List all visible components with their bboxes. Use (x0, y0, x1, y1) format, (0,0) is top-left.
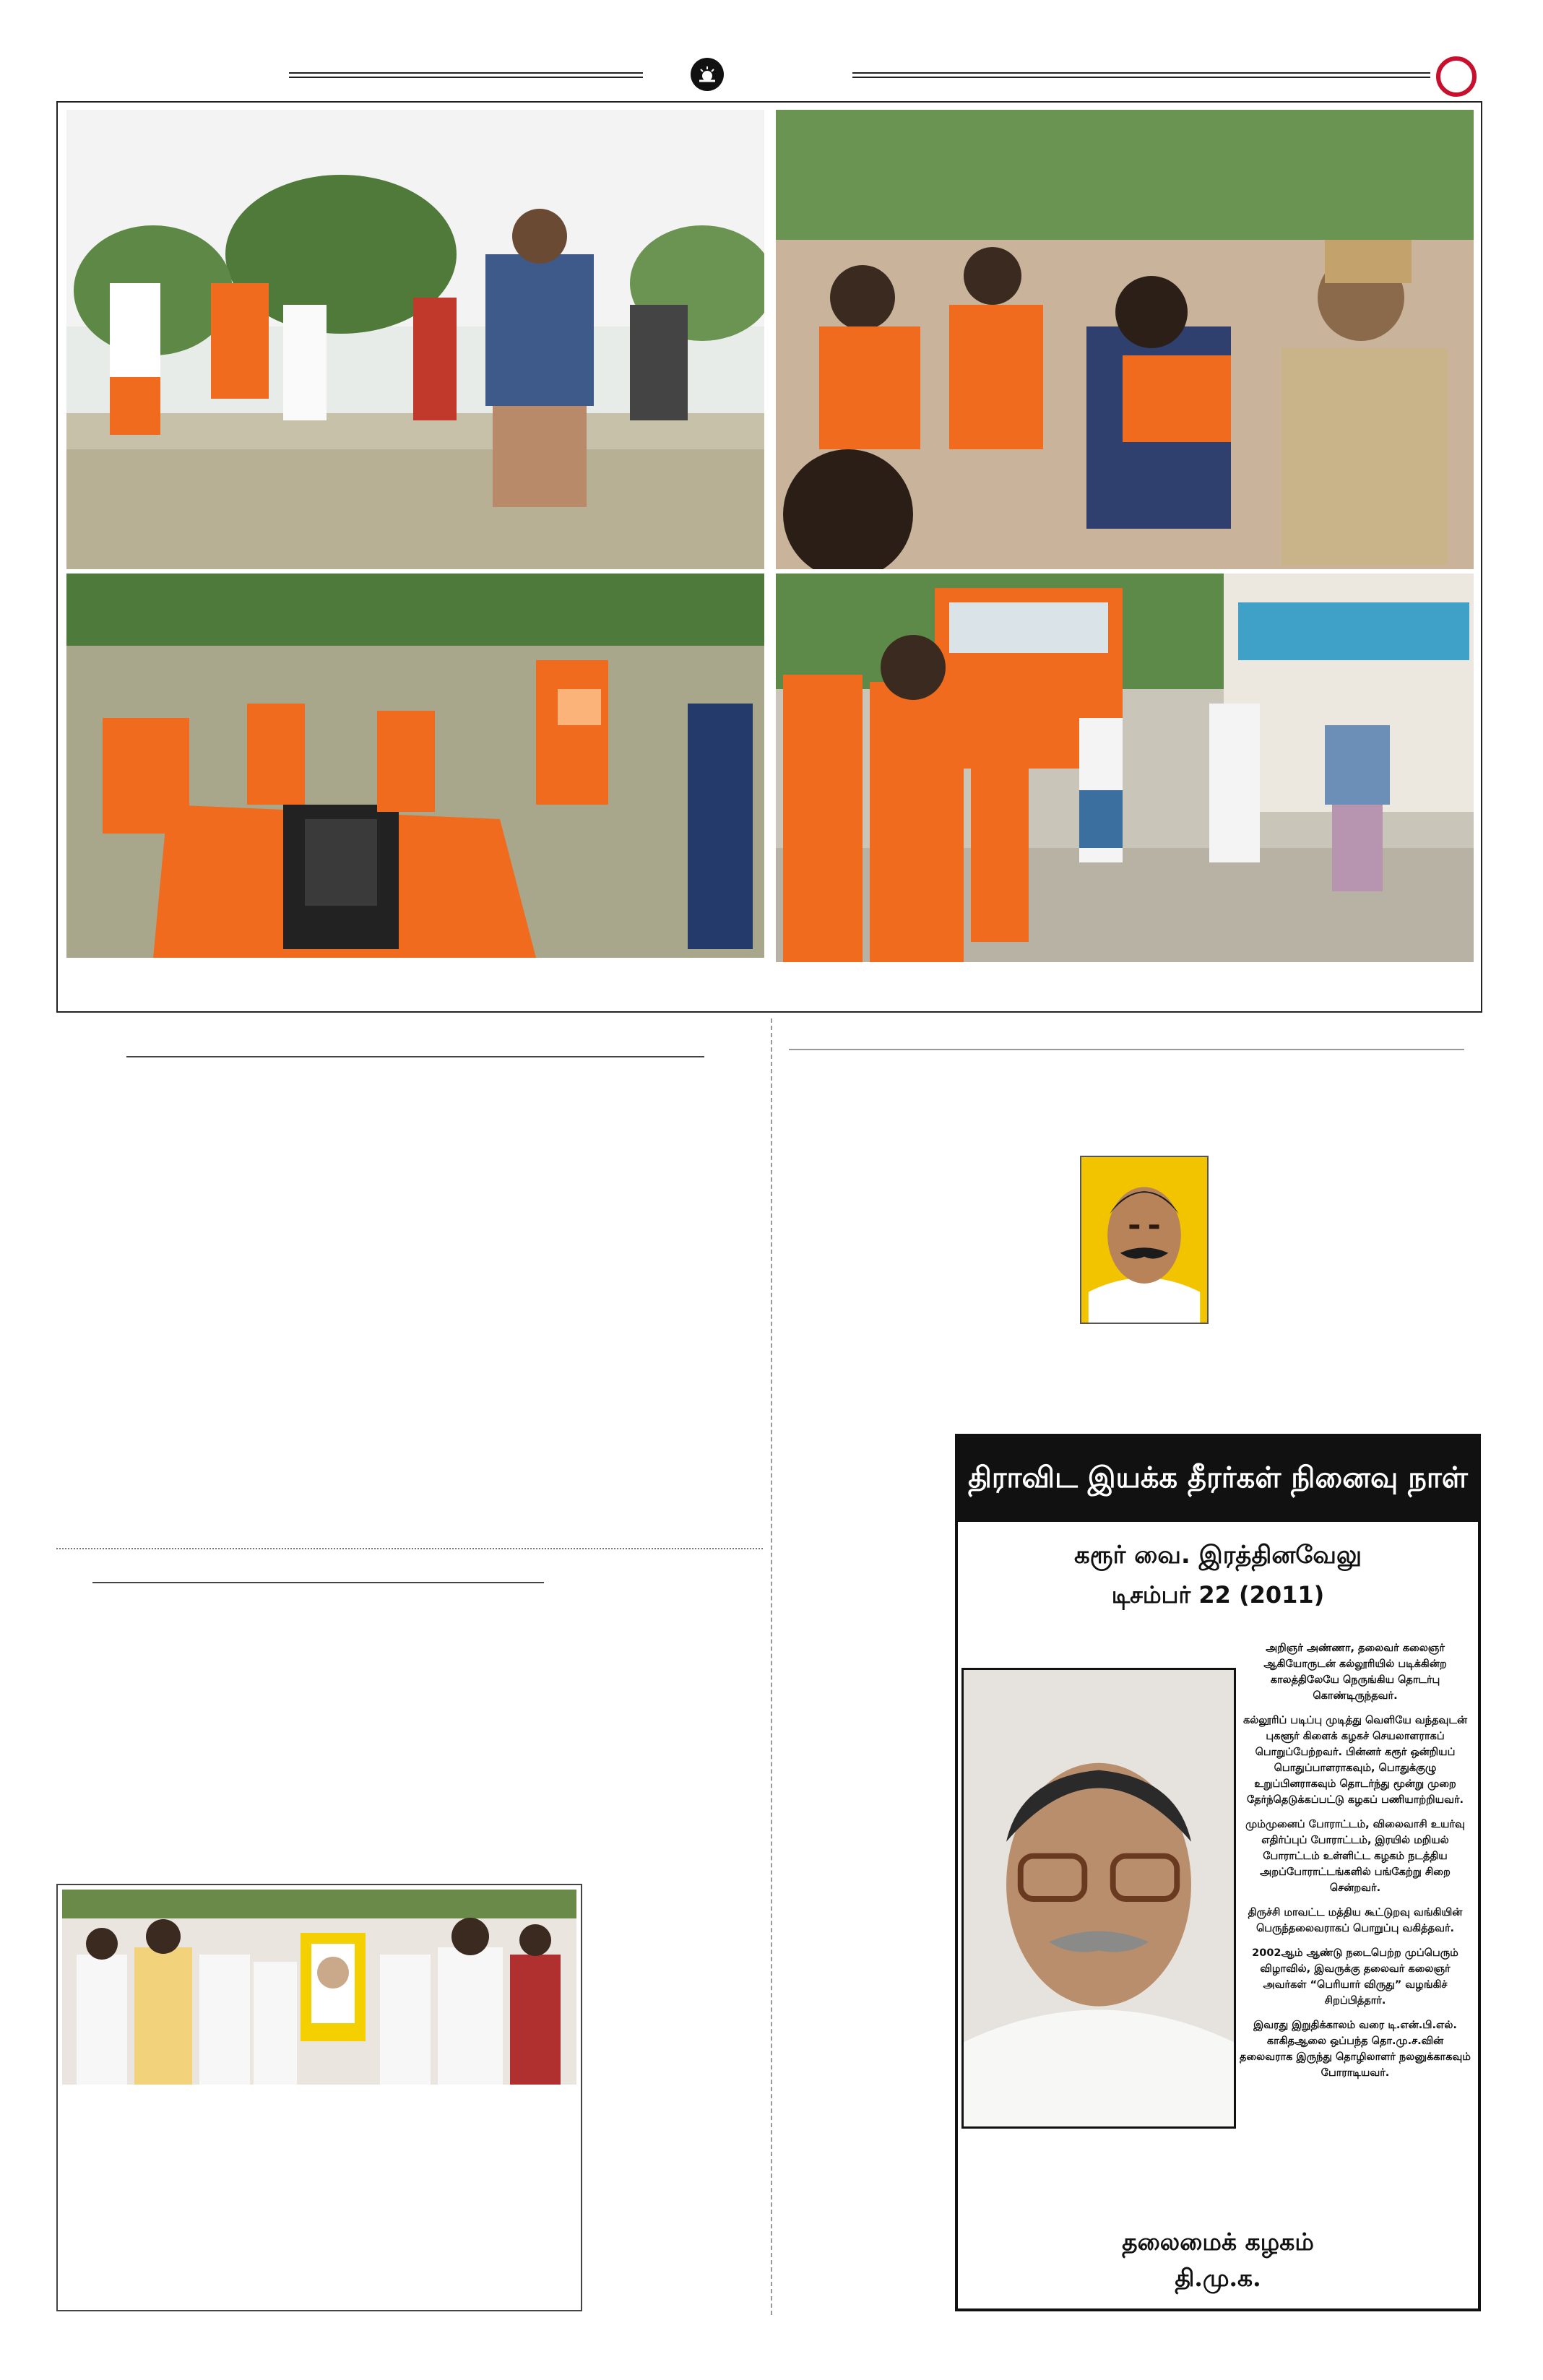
column-divider (771, 1018, 772, 2315)
header-rule-left (289, 72, 643, 78)
ad-footer-headquarters: தலைமைக் கழகம் (1122, 2228, 1314, 2256)
memorial-advertisement (955, 1434, 1481, 2311)
event-photo-box (56, 1884, 582, 2311)
flood-rescue-photo-collage (56, 101, 1482, 1013)
left-column-rule (126, 1056, 704, 1057)
ad-footer-party: தி.மு.க. (1175, 2264, 1261, 2292)
ad-portrait-photo (961, 1668, 1236, 2129)
photo-crowd-rescue (776, 110, 1474, 569)
ad-date: டிசம்பர் 22 (2011) (1111, 1581, 1325, 1609)
ad-person-name: கரூர் வை. இரத்தினவேலு (1073, 1541, 1362, 1570)
bio-paragraph: கல்லூரிப் படிப்பு முடித்து வெளியே வந்தவுடன் புகளூர் கிளைக் கழகச் செயலாளராகப் பொறுப்பேற்றவர். பின்னர் கரூர் ஒன்றியப் பொதுப்பாளராகவும், பொதுக்குழு உறுப்பினராகவும் தொடர்ந்து மூன்று முறை தேர்ந்தெடுக்கப்பட்டு கழகப் பணியாற்றியவர். (1242, 1715, 1468, 1806)
portrait-photo-small (1080, 1156, 1209, 1324)
photo-ndrf-boat (66, 574, 764, 958)
left-section-dotted-divider (56, 1548, 763, 1549)
left-lower-rule (92, 1582, 544, 1583)
bio-paragraph: மும்முனைப் போராட்டம், விலைவாசி உயர்வு எதிர்ப்புப் போராட்டம், இரயில் மறியல் போராட்டம் உள்ளிட்ட கழகம் நடத்திய அறப்போராட்டங்களில் பங்கேற்று சிறை சென்றவர். (1245, 1819, 1465, 1894)
right-column-rule (789, 1049, 1464, 1050)
photo-tribute-event (62, 1890, 576, 2085)
rising-sun-logo-icon (691, 58, 724, 91)
photo-evacuation-street (776, 574, 1474, 962)
ad-banner-title: திராவிட இயக்க தீரர்கள் நினைவு நாள் (958, 1437, 1478, 1522)
bio-paragraph: 2002ஆம் ஆண்டு நடைபெற்ற முப்பெரும் விழாவில், இவருக்கு தலைவர் கலைஞர் அவர்கள் “பெரியார் விருது” வழங்கிச் சிறப்பித்தார். (1252, 1947, 1458, 2007)
bio-paragraph: இவரது இறுதிக்காலம் வரை டி.என்.பி.எல். காகிதஆலை ஒப்பந்த தொ.மு.ச.வின் தலைவராக இருந்து தொழிலாளர் நலனுக்காகவும் போராடியவர். (1240, 2020, 1471, 2079)
photo-flood-walk (66, 110, 764, 569)
header-rule-right (852, 72, 1430, 78)
bio-paragraph: திருச்சி மாவட்ட மத்திய கூட்டுறவு வங்கியின் பெருந்தலைவராகப் பொறுப்பு வகித்தவர். (1248, 1907, 1463, 1934)
bio-paragraph: அறிஞர் அண்ணா, தலைவர் கலைஞர் ஆகியோருடன் கல்லூரியில் படிக்கின்ற காலத்திலேயே நெருங்கிய தொடர்பு கொண்டிருந்தவர். (1263, 1643, 1447, 1702)
page-marker-circle (1436, 56, 1477, 97)
ad-biography (1240, 1640, 1471, 2090)
